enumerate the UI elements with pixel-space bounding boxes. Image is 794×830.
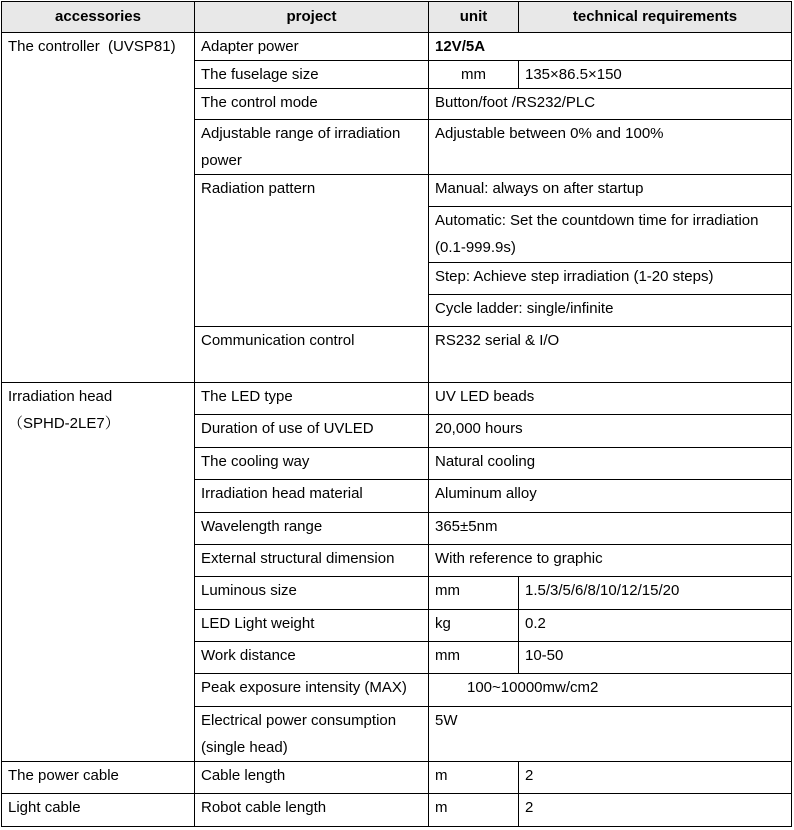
project-cell: Robot cable length — [195, 794, 429, 827]
value-cell: Adjustable between 0% and 100% — [429, 120, 792, 175]
project-cell: Adapter power — [195, 33, 429, 61]
unit-cell: mm — [429, 61, 519, 89]
project-cell: The control mode — [195, 89, 429, 120]
project-cell: The LED type — [195, 383, 429, 415]
project-cell: Irradiation head material — [195, 480, 429, 513]
unit-cell: mm — [429, 642, 519, 674]
project-cell: Communication control — [195, 327, 429, 383]
value-cell: 135×86.5×150 — [519, 61, 792, 89]
value-cell: 365±5nm — [429, 513, 792, 545]
irradiation-head-name: Irradiation head — [8, 388, 113, 405]
value-cell: Manual: always on after startup — [429, 175, 792, 207]
project-cell: Duration of use of UVLED — [195, 415, 429, 448]
project-cell: Cable length — [195, 762, 429, 794]
controller-label: The controller (UVSP81) — [2, 33, 195, 383]
project-cell: The cooling way — [195, 448, 429, 480]
project-cell: LED Light weight — [195, 610, 429, 642]
project-cell: External structural dimension — [195, 545, 429, 577]
table-row — [2, 383, 792, 415]
light-cable-label: Light cable — [2, 794, 195, 827]
value-cell: 1.5/3/5/6/8/10/12/15/20 — [519, 577, 792, 610]
irradiation-head-label — [2, 383, 195, 762]
value-cell: 12V/5A — [429, 33, 792, 61]
power-cable-label: The power cable — [2, 762, 195, 794]
unit-cell: m — [429, 762, 519, 794]
table-row — [2, 762, 792, 794]
value-cell: 0.2 — [519, 610, 792, 642]
value-cell: RS232 serial & I/O — [429, 327, 792, 383]
project-cell: Luminous size — [195, 577, 429, 610]
project-cell: Work distance — [195, 642, 429, 674]
unit-cell: kg — [429, 610, 519, 642]
header-requirements: technical requirements — [519, 2, 792, 33]
unit-cell: mm — [429, 577, 519, 610]
spec-table — [1, 1, 792, 827]
value-cell: 2 — [519, 794, 792, 827]
value-cell: Automatic: Set the countdown time for irradiation (0.1-999.9s) — [429, 207, 792, 263]
value-cell: 100~10000mw/cm2 — [429, 674, 792, 707]
header-accessories: accessories — [2, 2, 195, 33]
value-cell: 5W — [429, 707, 792, 762]
value-cell: UV LED beads — [429, 383, 792, 415]
value-cell: 20,000 hours — [429, 415, 792, 448]
project-cell: Adjustable range of irradiation power — [195, 120, 429, 175]
header-project: project — [195, 2, 429, 33]
value-cell: Natural cooling — [429, 448, 792, 480]
project-cell: Electrical power consumption (single head) — [195, 707, 429, 762]
header-row — [2, 2, 792, 33]
value-cell: Cycle ladder: single/infinite — [429, 295, 792, 327]
irradiation-head-model: （SPHD-2LE7） — [8, 415, 120, 432]
value-cell: With reference to graphic — [429, 545, 792, 577]
header-unit: unit — [429, 2, 519, 33]
value-cell: 10-50 — [519, 642, 792, 674]
table-row — [2, 794, 792, 827]
value-cell: Aluminum alloy — [429, 480, 792, 513]
value-cell: Step: Achieve step irradiation (1-20 steps) — [429, 263, 792, 295]
table-row — [2, 33, 792, 61]
project-cell: Peak exposure intensity (MAX) — [195, 674, 429, 707]
project-cell: Radiation pattern — [195, 175, 429, 327]
unit-cell: m — [429, 794, 519, 827]
value-cell: 2 — [519, 762, 792, 794]
value-cell: Button/foot /RS232/PLC — [429, 89, 792, 120]
project-cell: Wavelength range — [195, 513, 429, 545]
project-cell: The fuselage size — [195, 61, 429, 89]
